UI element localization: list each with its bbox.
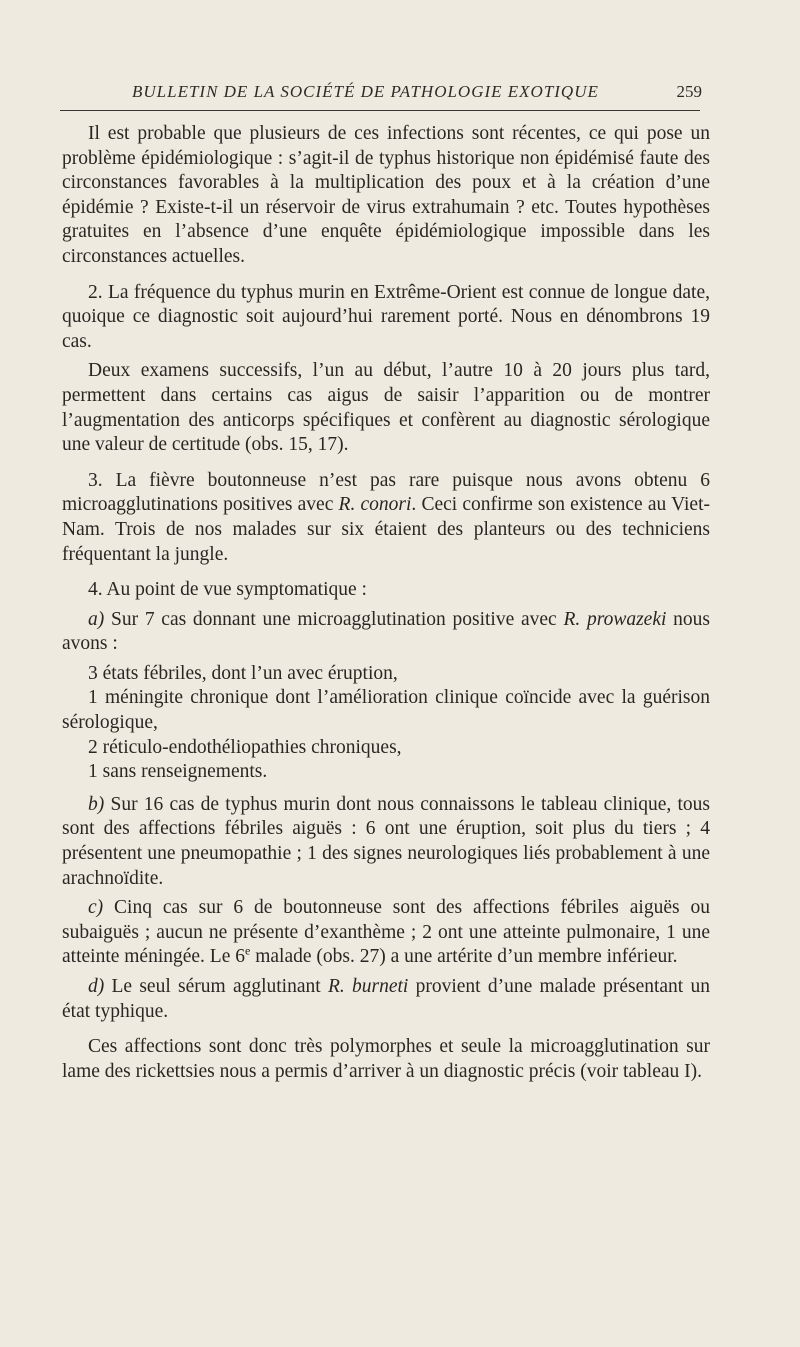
journal-title: BULLETIN DE LA SOCIÉTÉ DE PATHOLOGIE EXOTIQUE	[132, 82, 599, 101]
paragraph: Il est probable que plusieurs de ces infections sont récentes, ce qui pose un problème épidémiologique : s’agit-il de typhus historique non épidémisé faute des circonstances favorables à la multiplication des poux et à la création d’une épidémie ? Existe-t-il un réservoir de virus extrahumain ? etc. Toutes hypothèses gratuites en l’absence d’une enquête épidémiologique impossible dans les circonstances actuelles.	[62, 123, 710, 267]
paragraph-text: 3. La fièvre boutonneuse n’est pas rare puisque nous avons obtenu 6 microagglutinations positives avec	[62, 469, 710, 516]
paragraph	[62, 975, 710, 1024]
list-label: d)	[88, 976, 105, 997]
paragraph: 4. Au point de vue symptomatique :	[88, 579, 367, 601]
list-item: 1 méningite chronique dont l’amélioration clinique coïncide avec la guérison sérologique,	[62, 687, 710, 734]
paragraph	[62, 793, 710, 891]
running-header	[62, 80, 702, 110]
paragraph-text: provient d’une malade présentant un état typhique.	[62, 976, 710, 1022]
list-item: 3 états fébriles, dont l’un avec éruption,	[88, 662, 398, 684]
paragraph: 2. La fréquence du typhus murin en Extrême-Orient est connue de longue date, quoique ce diagnostic soit aujourd’hui rarement porté. Nous en dénombrons 19 cas.	[62, 281, 710, 352]
list-label: a)	[88, 608, 105, 630]
paragraph-text: Cinq cas sur 6 de boutonneuse sont des affections fébriles aiguës ou subaiguës ; aucun ne présente d’exanthème ; 2 ont une atteinte pulmonaire, 1 une atteinte méningée. Le 6	[62, 897, 710, 968]
paragraph-text: Sur 7 cas donnant une microagglutination positive avec	[104, 608, 564, 630]
body-text	[62, 122, 710, 1095]
paragraph-text: malade (obs. 27) a une artérite d’un membre inférieur.	[250, 946, 678, 968]
paragraph-text: Le seul sérum agglutinant	[104, 976, 328, 997]
list-label: b)	[88, 793, 105, 815]
species-name: R. conori	[338, 494, 412, 516]
list-label: c)	[88, 897, 104, 919]
paragraph-text: . Ceci confirme son existence au Viet-Nam. Trois de nos malades sur six étaient des planteurs ou des techniciens fréquentant la jungle.	[62, 494, 710, 565]
paragraph	[62, 469, 710, 567]
header-rule	[60, 110, 700, 111]
paragraph	[62, 608, 710, 657]
paragraph: Ces affections sont donc très polymorphes et seule la microagglutination sur lame des rickettsies nous a permis d’arriver à un diagnostic précis (voir tableau I).	[62, 1036, 710, 1082]
species-name: R. prowazeki	[563, 608, 667, 630]
paragraph-text: nous avons :	[62, 608, 710, 655]
page-number: 259	[676, 82, 702, 101]
paragraph: Deux examens successifs, l’un au début, l’autre 10 à 20 jours plus tard, permettent dans certains cas aigus de saisir l’apparition ou de montrer l’augmentation des anticorps spécifiques et confèrent au diagnostic sérologique une valeur de certitude (obs. 15, 17).	[62, 360, 710, 456]
list-item: 2 réticulo-endothéliopathies chroniques,	[88, 736, 402, 758]
superscript: e	[245, 943, 251, 958]
list-item: 1 sans renseignements.	[88, 761, 268, 783]
paragraph-text: Sur 16 cas de typhus murin dont nous connaissons le tableau clinique, tous sont des affections fébriles aiguës : 6 ont une éruption, soit plus du tiers ; 4 présentent une pneumopathie ; 1 des signes neurologiques liés probablement à une arachnoïdite.	[62, 793, 710, 889]
paragraph	[62, 896, 710, 970]
species-name: R. burneti	[327, 976, 409, 997]
